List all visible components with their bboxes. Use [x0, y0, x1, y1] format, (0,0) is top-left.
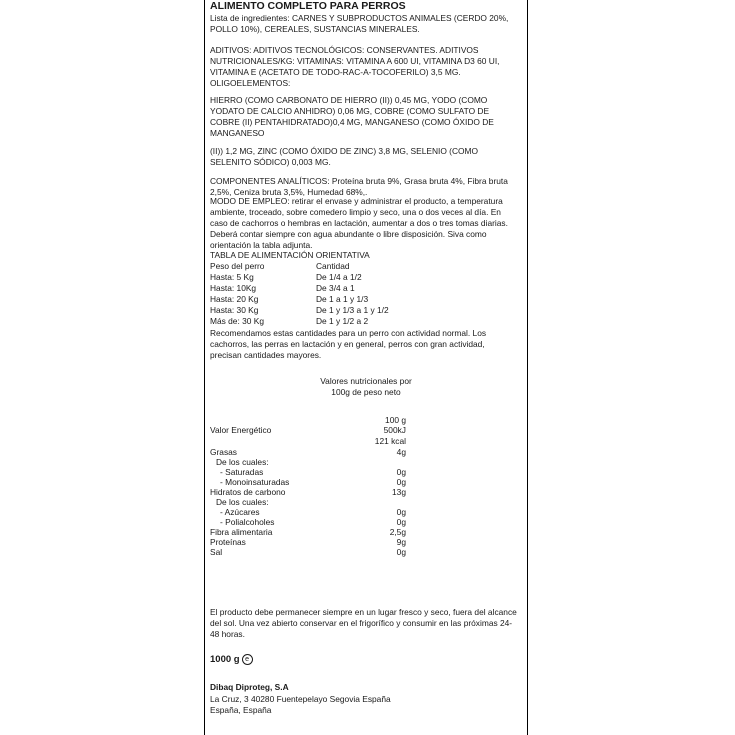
- nutrition-row: [210, 507, 430, 517]
- nutrition-row: [210, 457, 430, 467]
- dog-weight-cell: Hasta: 5 Kg: [210, 272, 254, 282]
- nutrient-name: De los cuales:: [216, 497, 269, 507]
- nutrition-col-header: 100 g: [385, 415, 406, 425]
- additives-line: VITAMINA E (ACETATO DE TODO-RAC-A-TOCOFERILO) 3,5 MG.: [210, 67, 461, 77]
- nutrient-value: 0g: [396, 517, 406, 527]
- amount-cell: De 1 a 1 y 1/3: [316, 294, 369, 304]
- nutrient-value: 4g: [396, 447, 406, 457]
- nutrient-name: - Saturadas: [220, 467, 264, 477]
- dog-weight-cell: Más de: 30 Kg: [210, 316, 265, 326]
- nutrient-name: - Polialcoholes: [220, 517, 275, 527]
- net-weight-value: 1000 g: [210, 654, 240, 666]
- nutrient-value: 13g: [392, 487, 406, 497]
- analytical-line: COMPONENTES ANALÍTICOS: Proteína bruta 9%, Grasa bruta 4%, Fibra bruta: [210, 176, 508, 186]
- nutrient-name: Sal: [210, 547, 223, 557]
- product-title: ALIMENTO COMPLETO PARA PERROS: [210, 0, 406, 12]
- nutrition-energy-kcal-row: [210, 436, 430, 446]
- additives-line: NUTRICIONALES/KG: VITAMINAS: VITAMINA A 600 UI, VITAMINA D3 60 UI,: [210, 56, 500, 66]
- nutrition-col-header-row: [210, 415, 430, 425]
- nutrient-value: 2,5g: [389, 527, 406, 537]
- estimated-mark-icon: e: [242, 654, 253, 665]
- nutrition-heading: Valores nutricionales por: [320, 376, 412, 386]
- usage-line: MODO DE EMPLEO: retirar el envase y administrar el producto, a temperatura: [210, 196, 503, 206]
- recommendation-line: cachorros, las perras en lactación y en general, perros con gran actividad,: [210, 339, 485, 349]
- col-amount-header: Cantidad: [316, 261, 350, 271]
- col-weight-header: Peso del perro: [210, 261, 265, 271]
- nutrition-energy-row: [210, 425, 430, 435]
- nutrition-row: [210, 517, 430, 527]
- amount-cell: De 1/4 a 1/2: [316, 272, 362, 282]
- label-left-border: [204, 0, 205, 735]
- trace-elements-line: COBRE (II) PENTAHIDRATADO)0,4 MG, MANGANESO (COMO ÓXIDO DE: [210, 117, 494, 127]
- nutrient-value: 0g: [396, 547, 406, 557]
- nutrition-row: [210, 447, 430, 457]
- nutrition-row: [210, 487, 430, 497]
- storage-line: 48 horas.: [210, 629, 245, 639]
- nutrient-value: 0g: [396, 477, 406, 487]
- nutrition-row: [210, 527, 430, 537]
- nutrient-value: 0g: [396, 507, 406, 517]
- energy-label: Valor Energético: [210, 425, 272, 435]
- nutrition-row: [210, 477, 430, 487]
- trace-elements-line: HIERRO (COMO CARBONATO DE HIERRO (II)) 0,45 MG, YODO (COMO: [210, 95, 488, 105]
- amount-cell: De 1 y 1/3 a 1 y 1/2: [316, 305, 389, 315]
- usage-line: caso de cachorros o hembras en lactación, aumentar a dos o tres tomas diarias.: [210, 218, 508, 228]
- usage-line: Deberá contar siempre con agua abundante o libre disposición. Siva como: [210, 229, 487, 239]
- company-name: Dibaq Diproteg, S.A: [210, 682, 289, 692]
- additives-line: ADITIVOS: ADITIVOS TECNOLÓGICOS: CONSERVANTES. ADITIVOS: [210, 45, 479, 55]
- dog-weight-cell: Hasta: 10Kg: [210, 283, 257, 293]
- feeding-table-heading: TABLA DE ALIMENTACIÓN ORIENTATIVA: [210, 250, 370, 260]
- amount-cell: De 1 y 1/2 a 2: [316, 316, 369, 326]
- analytical-line: 2,5%, Ceniza bruta 3,5%, Humedad 68%,.: [210, 187, 368, 197]
- energy-kcal: 121 kcal: [374, 436, 406, 446]
- recommendation-line: precisan cantidades mayores.: [210, 350, 322, 360]
- additives-line: OLIGOELEMENTOS:: [210, 78, 291, 88]
- nutrient-name: De los cuales:: [216, 457, 269, 467]
- nutrient-name: - Monoinsaturadas: [220, 477, 290, 487]
- ingredients-line: Lista de ingredientes: CARNES Y SUBPRODUCTOS ANIMALES (CERDO 20%,: [210, 13, 509, 23]
- net-weight: [210, 654, 253, 665]
- company-address: La Cruz, 3 40280 Fuentepelayo Segovia España: [210, 694, 391, 704]
- nutrition-subheading: 100g de peso neto: [331, 387, 401, 397]
- company-country: España, España: [210, 705, 272, 715]
- nutrition-row: [210, 547, 430, 557]
- nutrient-name: Proteínas: [210, 537, 246, 547]
- dog-weight-cell: Hasta: 30 Kg: [210, 305, 259, 315]
- trace-elements-line: YODATO DE CALCIO ANHIDRO) 0,06 MG, COBRE (COMO SULFATO DE: [210, 106, 490, 116]
- storage-line: El producto debe permanecer siempre en un lugar fresco y seco, fuera del alcance: [210, 607, 517, 617]
- trace-elements-line: SELENITO SÓDICO) 0,003 MG.: [210, 157, 331, 167]
- trace-elements-line: MANGANESO: [210, 128, 265, 138]
- trace-elements-line: (II)) 1,2 MG, ZINC (COMO ÓXIDO DE ZINC) 3,8 MG, SELENIO (COMO: [210, 146, 479, 156]
- nutrient-name: Hidratos de carbono: [210, 487, 286, 497]
- nutrient-name: Fibra alimentaria: [210, 527, 273, 537]
- amount-cell: De 3/4 a 1: [316, 283, 355, 293]
- ingredients-line: POLLO 10%), CEREALES, SUSTANCIAS MINERALES.: [210, 24, 420, 34]
- nutrition-row: [210, 497, 430, 507]
- nutrient-value: 9g: [396, 537, 406, 547]
- energy-kj: 500kJ: [383, 425, 406, 435]
- nutrition-row: [210, 467, 430, 477]
- usage-line: orientación la tabla adjunta.: [210, 240, 313, 250]
- label-right-border: [527, 0, 528, 735]
- recommendation-line: Recomendamos estas cantidades para un perro con actividad normal. Los: [210, 328, 487, 338]
- nutrient-name: Grasas: [210, 447, 237, 457]
- nutrient-value: 0g: [396, 467, 406, 477]
- nutrient-name: - Azúcares: [220, 507, 260, 517]
- usage-line: ambiente, troceado, sobre comedero limpio y seco, una o dos veces al día. En: [210, 207, 501, 217]
- nutrition-row: [210, 537, 430, 547]
- dog-weight-cell: Hasta: 20 Kg: [210, 294, 259, 304]
- storage-line: del sol. Una vez abierto conservar en el frigorífico y consumir en las próximas 24-: [210, 618, 513, 628]
